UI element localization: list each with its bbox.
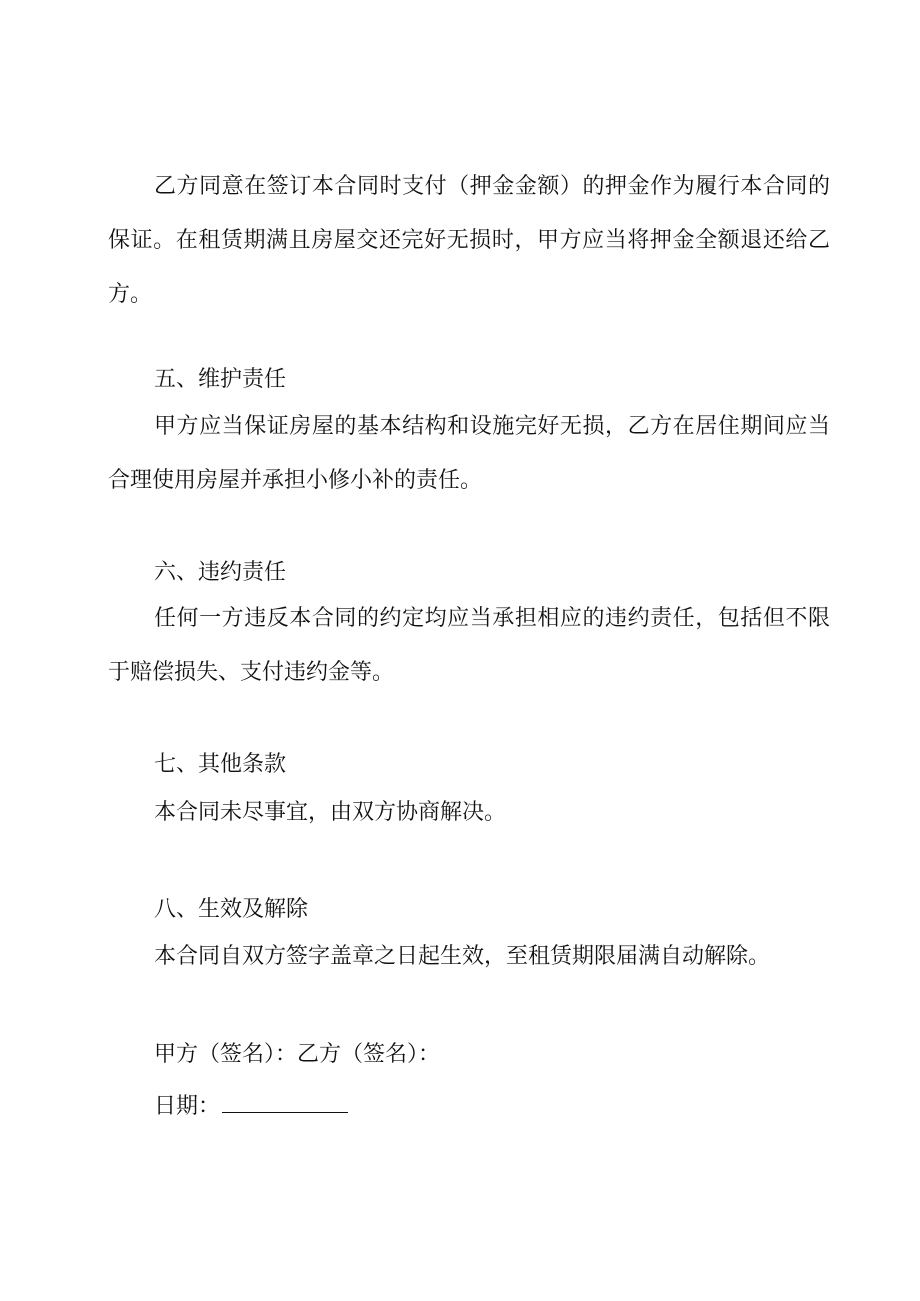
date-blank-field [222,1088,348,1113]
section-6-paragraph: 任何一方违反本合同的约定均应当承担相应的违约责任，包括但不限于赔偿损失、支付违约金等。 [108,606,830,685]
date-label: 日期： [154,1094,221,1119]
section-7-heading: 七、其他条款 [154,752,287,777]
date-row [154,1088,348,1122]
section-8-heading: 八、生效及解除 [154,897,309,922]
section-6-heading: 六、违约责任 [154,560,287,585]
section-7-paragraph: 本合同未尽事宜，由双方协商解决。 [154,800,507,825]
section-5-paragraph: 甲方应当保证房屋的基本结构和设施完好无损，乙方在居住期间应当合理使用房屋并承担小修小补的责任。 [108,414,830,493]
signature-line: 甲方（签名）：乙方（签名）： [154,1042,441,1067]
section-8-paragraph: 本合同自双方签字盖章之日起生效，至租赁期限届满自动解除。 [154,944,771,969]
deposit-paragraph: 乙方同意在签订本合同时支付（押金金额）的押金作为履行本合同的保证。在租赁期满且房屋交还完好无损时，甲方应当将押金全额退还给乙方。 [108,174,830,307]
section-5-heading: 五、维护责任 [154,367,287,392]
